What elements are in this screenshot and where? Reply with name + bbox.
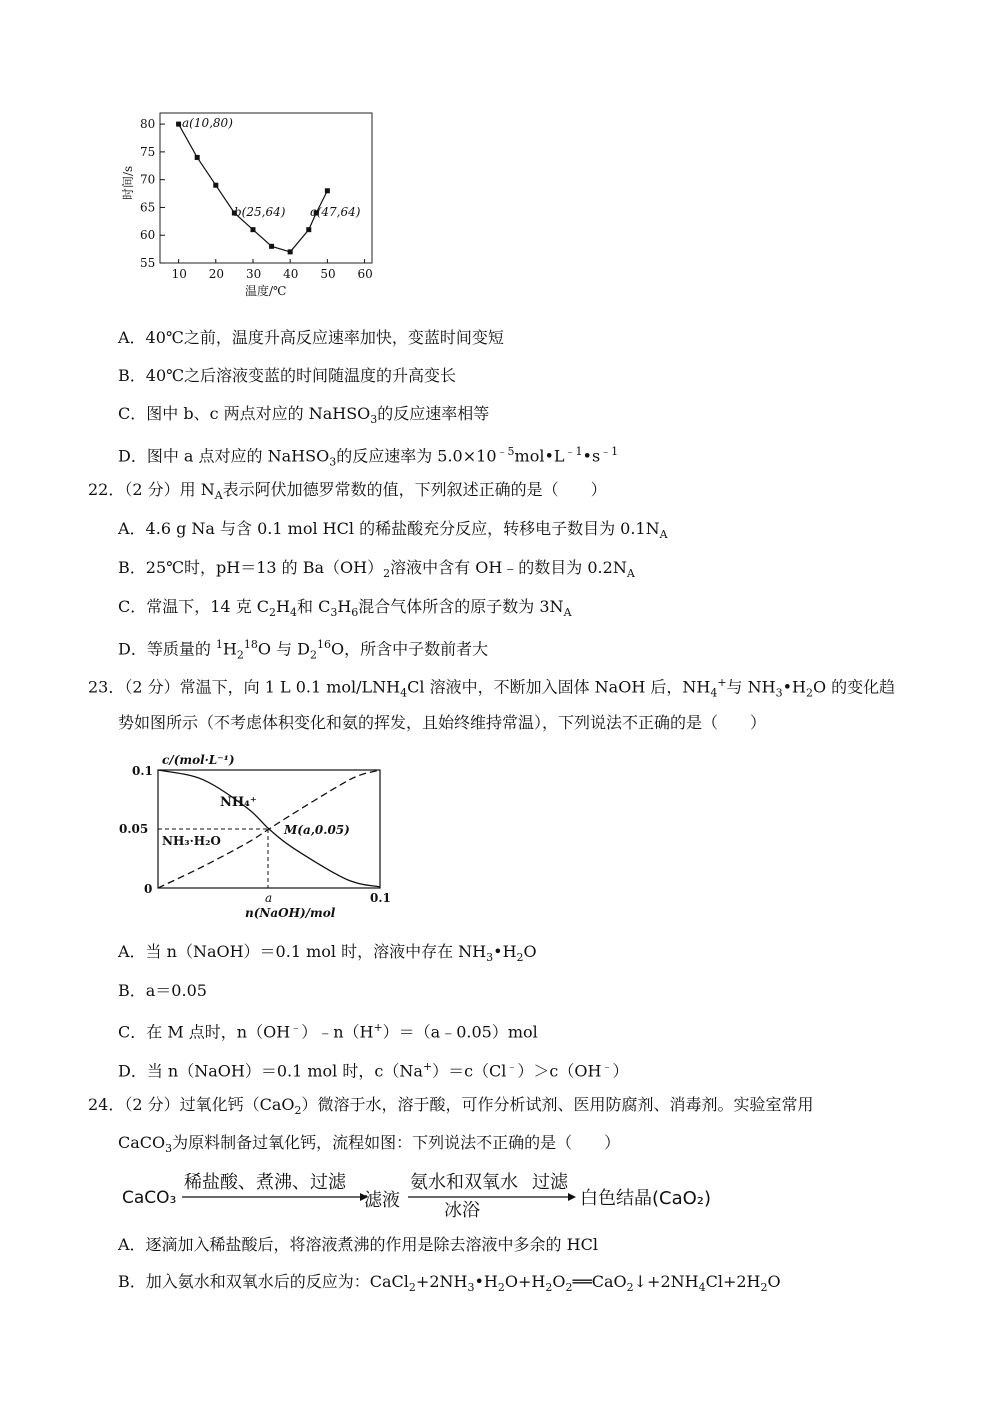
q21-c-part2: 的反应速率相等 (377, 404, 490, 423)
q24-b-sub3: 2 (497, 1281, 505, 1295)
chart1-frame (160, 113, 372, 263)
q23-a-sub2: 2 (516, 951, 524, 965)
q21-d-part3: mol•L (514, 446, 565, 466)
q21-d-sub: 3 (329, 455, 337, 469)
q24-b-part1: B．加入氨水和双氧水后的反应为：CaCl (118, 1272, 409, 1291)
q24-b-part7: ↓+2NH (633, 1272, 699, 1291)
chart2-ytick-0: 0 (144, 882, 153, 896)
q23-stem-line2: 势如图所示（不考虑体积变化和氨的挥发，且始终维持常温），下列说法不正确的是（ ） (118, 713, 767, 732)
chart1-xtick-label-20: 20 (208, 267, 225, 281)
q21-c-part1: C．图中 b、c 两点对应的 NaHSO (118, 404, 371, 423)
q22-c-part5: 混合气体所含的原子数为 3N (358, 597, 564, 616)
q21-d-sup3: ﹣1 (600, 445, 619, 458)
chart1-annotation-c: c(47,64) (310, 205, 361, 219)
q23-stem-part5: O 的变化趋 (812, 677, 896, 697)
q23-c-sup2: + (373, 1021, 383, 1034)
q24-option-a: A．逐滴加入稀盐酸后，将溶液煮沸的作用是除去溶液中多余的 HCl (118, 1235, 598, 1254)
q22-b-sub2: A (626, 567, 635, 581)
q24-b-part5: O (552, 1272, 566, 1291)
q23-stem-part3: 与 NH (726, 677, 776, 697)
q22-d-sub1: 2 (236, 648, 244, 662)
chart1-xtick-label-60: 60 (357, 267, 373, 281)
q22-stem (88, 479, 607, 507)
q23-d-sup1: + (422, 1060, 433, 1073)
q24-b-sub1: 2 (408, 1281, 416, 1295)
q22-b-part2: 溶液中含有 OH﹣的数目为 0.2N (390, 558, 627, 577)
chart1-point (325, 188, 330, 193)
q23-option-b: B．a＝0.05 (118, 981, 207, 1000)
q24-b-part9: O (767, 1272, 781, 1291)
q24-stem-part3: CaCO (118, 1133, 166, 1152)
q23-option-a (118, 941, 537, 969)
q22-d-sub2: 2 (310, 648, 317, 662)
q22-d-part3: O 与 D (257, 639, 310, 659)
q23-a-part3: O (523, 942, 537, 961)
q24-stem-line1 (88, 1094, 814, 1122)
chart1-annotation-a: a(10,80) (182, 116, 233, 130)
q21-option-a: A．40℃之前，温度升高反应速率加快，变蓝时间变短 (118, 328, 504, 347)
flow-step3-label: 过滤 (532, 1172, 568, 1193)
q22-stem-sub: A (214, 489, 223, 503)
q22-c-sub4: 6 (351, 606, 359, 620)
chart1-point (250, 227, 255, 232)
q22-c-part2: H (276, 597, 290, 616)
flow-step2-label: 氨水和双氧水 (410, 1172, 518, 1193)
preparation-flow-diagram (120, 1170, 740, 1220)
q21-d-sup2: ﹣1 (564, 445, 583, 458)
q24-b-part8: Cl+2H (705, 1272, 761, 1291)
chart1-xlabel: 温度/℃ (245, 284, 287, 298)
q23-c-part1: C．在 M 点时，n（OH (118, 1022, 291, 1042)
q24-stem-part1: 24．（2 分）过氧化钙（CaO (88, 1095, 295, 1114)
q23-c-sup1: ﹣ (290, 1021, 302, 1034)
q21-d-sup1: ﹣5 (496, 445, 515, 458)
q22-option-c (118, 596, 572, 624)
q22-c-sub2: 4 (289, 606, 297, 620)
q23-stem-sup1: + (717, 676, 727, 689)
q23-d-part3: ）＞c（OH (517, 1061, 602, 1081)
chart1-point (195, 155, 200, 160)
chart2-xtick-a: a (265, 891, 273, 905)
q21-d-part4: •s (582, 446, 601, 466)
q21-c-sub: 3 (370, 413, 378, 427)
q24-b-sub7: 4 (698, 1281, 706, 1295)
chart1-point (269, 244, 274, 249)
flow-mid: 滤液 (364, 1190, 400, 1211)
q23-a-part2: •H (493, 942, 517, 961)
chart1-ytick-label-65: 65 (140, 200, 156, 215)
q22-option-b (118, 557, 635, 585)
q24-stem-sub1: 2 (294, 1104, 302, 1118)
chart1-ytick-label-80: 80 (140, 117, 156, 132)
q22-c-sub5: A (563, 606, 572, 620)
q22-stem-part2: 表示阿伏加德罗常数的值，下列叙述正确的是（ ） (222, 480, 607, 499)
q23-stem-sub3: 3 (775, 686, 783, 700)
chart1-ytick-label-60: 60 (140, 228, 156, 243)
q23-stem-part1: 23．（2 分）常温下，向 1 L 0.1 mol/LNH (88, 677, 401, 697)
q23-stem-sub2: 4 (710, 686, 718, 700)
q24-b-sub6: 2 (626, 1281, 634, 1295)
q24-option-b (118, 1271, 781, 1299)
chart1-point (288, 249, 293, 254)
q21-option-d (118, 441, 618, 474)
chart1-ytick-label-75: 75 (140, 144, 156, 159)
q23-stem-line1 (88, 672, 895, 705)
q21-d-part2: 的反应速率为 5.0×10 (336, 446, 497, 466)
q23-stem-sub1: 4 (400, 686, 408, 700)
q24-b-sub5: 2 (565, 1281, 573, 1295)
q24-b-sub8: 2 (760, 1281, 768, 1295)
q22-c-part1: C．常温下，14 克 C (118, 597, 270, 616)
q23-d-part4: ） (612, 1061, 629, 1081)
chart1-ytick-label-55: 55 (140, 256, 156, 270)
chart2-ytick-0.05: 0.05 (119, 822, 149, 836)
q22-c-part3: 和 C (296, 597, 331, 616)
chart1-xtick-label-40: 40 (283, 267, 299, 281)
chart2-label-nh4: NH₄⁺ (220, 795, 257, 810)
chart1-ylabel: 时间/s (121, 165, 135, 200)
q24-b-part4: O+H (504, 1272, 546, 1291)
q23-d-part1: D．当 n（NaOH）＝0.1 mol 时，c（Na (118, 1061, 423, 1081)
chart2-label-nh3h2o: NH₃·H₂O (162, 834, 221, 848)
q22-c-sub1: 2 (269, 606, 277, 620)
q22-option-a (118, 518, 668, 546)
q23-option-d (118, 1056, 628, 1082)
q23-a-sub1: 3 (486, 951, 494, 965)
concentration-naoh-chart (119, 752, 410, 924)
q23-stem-part2: Cl 溶液中，不断加入固体 NaOH 后，NH (407, 677, 711, 697)
chart1-series-line (179, 124, 328, 252)
q22-c-sub3: 3 (330, 606, 338, 620)
chart1-ytick-label-70: 70 (140, 172, 156, 187)
chart1-xtick-label-10: 10 (171, 267, 187, 281)
q22-d-sup2: 18 (243, 638, 258, 651)
q24-b-sub2: 3 (467, 1281, 475, 1295)
q23-c-part3: ）＝（a﹣0.05）mol (382, 1022, 538, 1042)
q24-b-part6: ══CaO (572, 1272, 627, 1291)
q24-b-part3: •H (474, 1272, 498, 1291)
q23-c-part2: ）﹣n（H (301, 1022, 374, 1042)
chart1-point (176, 122, 181, 127)
chart2-annotation-m: M(a,0.05) (284, 823, 350, 837)
flow-start: CaCO₃ (122, 1188, 177, 1208)
chart2-xlabel: n(NaOH)/mol (245, 906, 336, 920)
q21-option-c (118, 403, 489, 431)
q22-c-part4: H (337, 597, 352, 616)
q23-d-sup3: ﹣ (601, 1060, 613, 1073)
q24-stem-part4: 为原料制备过氧化钙，流程如图：下列说法不正确的是（ ） (172, 1133, 621, 1152)
chart2-xtick-0.1: 0.1 (370, 891, 391, 905)
chart1-point (213, 183, 218, 188)
q22-b-part1: B．25℃时，pH＝13 的 Ba（OH） (118, 558, 384, 577)
q22-d-part4: O，所含中子数前者大 (331, 639, 489, 659)
chart1-xtick-label-30: 30 (245, 267, 262, 281)
q24-stem-sub2: 3 (165, 1142, 173, 1156)
chart1-annotation-b: b(25,64) (234, 205, 286, 219)
q21-option-b: B．40℃之后溶液变蓝的时间随温度的升高变长 (118, 366, 457, 385)
q22-d-sup1: 1 (215, 638, 223, 651)
chart2-ytick-0.1: 0.1 (132, 764, 153, 778)
q23-stem-sub4: 2 (805, 686, 813, 700)
q24-b-sub4: 2 (545, 1281, 553, 1295)
chart1-xtick-label-50: 50 (320, 267, 336, 281)
q23-option-c (118, 1017, 538, 1043)
q22-d-part2: H (222, 639, 237, 659)
q23-d-sup2: ﹣ (506, 1060, 518, 1073)
q22-b-sub1: 2 (383, 567, 391, 581)
q22-d-part1: D．等质量的 (118, 639, 216, 659)
flow-step1-label: 稀盐酸、煮沸、过滤 (184, 1172, 346, 1193)
q22-option-d (118, 634, 488, 667)
q24-b-part2: +2NH (415, 1272, 468, 1291)
flow-arrow-1 (182, 1192, 368, 1202)
flow-end: 白色结晶(CaO₂) (580, 1188, 712, 1209)
q23-a-part1: A．当 n（NaOH）＝0.1 mol 时，溶液中存在 NH (118, 942, 487, 961)
chart2-ylabel: c/(mol·L⁻¹) (162, 753, 235, 767)
q23-d-part2: ）＝c（Cl (432, 1061, 507, 1081)
time-temperature-chart (120, 105, 380, 300)
q24-stem-line2 (118, 1132, 620, 1160)
q22-a-sub: A (659, 528, 668, 542)
q22-stem-part1: 22．（2 分）用 N (88, 480, 215, 499)
q22-a-part1: A．4.6 g Na 与含 0.1 mol HCl 的稀盐酸充分反应，转移电子数目为 0.1N (118, 519, 660, 538)
flow-step2-sub: 冰浴 (444, 1200, 480, 1221)
q21-d-part1: D．图中 a 点对应的 NaHSO (118, 446, 330, 466)
q22-d-sup3: 16 (317, 638, 331, 651)
q23-stem-part4: •H (782, 677, 806, 697)
q24-stem-part2: ）微溶于水，溶于酸，可作分析试剂、医用防腐剂、消毒剂。实验室常用 (301, 1095, 814, 1114)
chart1-point (306, 227, 311, 232)
flow-arrow-2 (408, 1192, 576, 1202)
